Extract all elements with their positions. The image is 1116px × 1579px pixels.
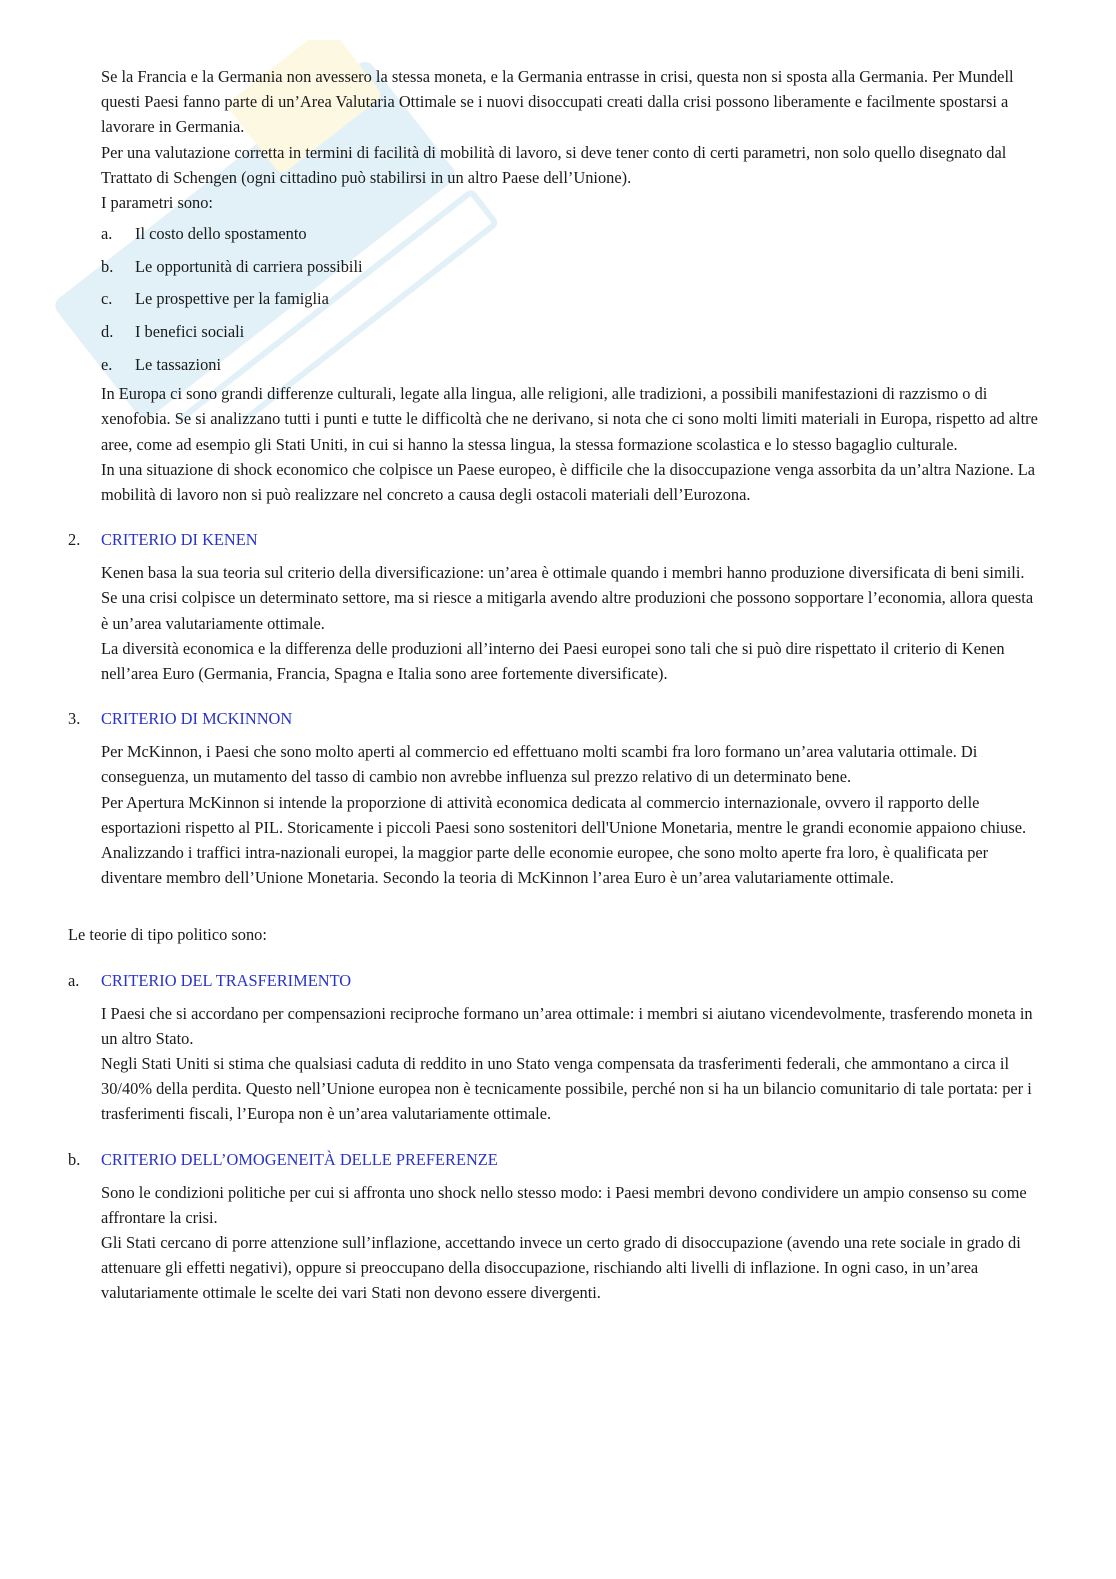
list-text: Le opportunità di carriera possibili — [135, 256, 363, 276]
list-marker: d. — [101, 322, 114, 341]
section-number: a. — [68, 970, 80, 990]
section-title: CRITERIO DI KENEN — [101, 530, 258, 550]
parameters-list — [0, 218, 1116, 381]
section-title: CRITERIO DEL TRASFERIMENTO — [101, 970, 352, 990]
document-content — [0, 64, 1116, 1306]
intro-paragraph-3: I parametri sono: — [101, 193, 213, 213]
body-paragraph: Per Apertura McKinnon si intende la proporzione di attività economica dedicata al commercio internazionale, ovvero il rapporto delle esportazioni rispetto al PIL. Storicamente i piccoli Paesi sono sostenitori dell'Unione Monetaria, mentre le grandi economie appaiono chiuse. Analizzando i traffici intra-nazionali europei, la maggior parte delle economie europee, che sono molto aperte fra loro, è qualificata per diventare membro dell’Unione Monetaria. Secondo la teoria di McKinnon l’area Euro è un’area valutariamente ottimale. — [101, 792, 1027, 888]
list-item — [0, 316, 1116, 349]
list-text: Le tassazioni — [135, 354, 222, 374]
body-paragraph: In Europa ci sono grandi differenze culturali, legate alla lingua, alle religioni, alle tradizioni, a possibili manifestazioni di razzismo o di xenofobia. Se si analizzano tutti i punti e tutte le difficoltà che ne derivano, si nota che ci sono molti limiti materiali in Europa, rispetto ad altre aree, come ad esempio gli Stati Uniti, in cui si hanno la stessa lingua, la stessa formazione scolastica e lo stesso bagaglio culturale. — [101, 384, 1038, 454]
body-paragraph: I Paesi che si accordano per compensazioni reciproche formano un’area ottimale: i membri si aiutano vicendevolmente, trasferendo moneta in un altro Stato. — [101, 1003, 1033, 1048]
list-text: Le prospettive per la famiglia — [135, 289, 329, 309]
list-text: I benefici sociali — [135, 322, 245, 341]
list-marker: b. — [101, 256, 114, 276]
body-paragraph: Sono le condizioni politiche per cui si affronta uno shock nello stesso modo: i Paesi membri devono condividere un ampio consenso su come affrontare la crisi. — [101, 1182, 1027, 1227]
list-marker: e. — [101, 354, 113, 374]
section-number: 2. — [68, 530, 81, 550]
body-paragraph: La diversità economica e la differenza delle produzioni all’interno dei Paesi europei sono tali che si può dire rispettato il criterio di Kenen nell’area Euro (Germania, Francia, Spagna e Italia sono aree fortemente diversificate). — [101, 638, 1005, 684]
list-item — [0, 251, 1116, 284]
list-text: Il costo dello spostamento — [135, 224, 307, 244]
section-heading-trasferimento — [0, 968, 1116, 993]
intro-paragraph-1: Se la Francia e la Germania non avessero la stessa moneta, e la Germania entrasse in crisi, questa non si sposta alla Germania. Per Mundell questi Paesi fanno parte di un’Area Valutaria Ottimale se i nuovi disoccupati creati dalla crisi possono liberamente e facilmente spostarsi a lavorare in Germania. — [101, 67, 1014, 137]
section-number: b. — [68, 1149, 81, 1169]
list-item — [0, 349, 1116, 382]
body-paragraph: In una situazione di shock economico che colpisce un Paese europeo, è difficile che la disoccupazione venga assorbita da un’altra Nazione. La mobilità di lavoro non si può realizzare nel concreto a causa degli ostacoli materiali dell’Eurozona. — [101, 459, 1036, 504]
body-paragraph: Kenen basa la sua teoria sul criterio della diversificazione: un’area è ottimale quando i membri hanno produzione diversificata di beni simili. Se una crisi colpisce un determinato settore, ma si riesce a mitigarla avendo altre produzioni che possono sopportare l’economia, allora questa è un’area valutariamente ottimale. — [101, 563, 1034, 633]
body-paragraph: Gli Stati cercano di porre attenzione sull’inflazione, accettando invece un certo grado di disoccupazione (avendo una rete sociale in grado di attenuare gli effetti negativi), oppure si preoccupano della disoccupazione, rischiando alti livelli di inflazione. In ogni caso, in un’area valutariamente ottimale le scelte dei vari Stati non devono essere divergenti. — [101, 1233, 1021, 1303]
section-heading-mckinnon — [0, 706, 1116, 731]
section-number: 3. — [68, 709, 81, 729]
list-marker: c. — [101, 289, 113, 309]
intro-paragraph-2: Per una valutazione corretta in termini di facilità di mobilità di lavoro, si deve tener conto di certi parametri, non solo quello disegnato dal Trattato di Schengen (ogni cittadino può stabilirsi in un altro Paese dell’Unione). — [101, 142, 1007, 187]
list-marker: a. — [101, 224, 113, 244]
section-title: CRITERIO DI MCKINNON — [101, 709, 293, 729]
section-heading-kenen — [0, 527, 1116, 552]
list-item — [0, 218, 1116, 251]
political-theories-intro: Le teorie di tipo politico sono: — [68, 925, 267, 945]
body-paragraph: Negli Stati Uniti si stima che qualsiasi caduta di reddito in uno Stato venga compensata da trasferimenti federali, che ammontano a circa il 30/40% della perdita. Questo nell’Unione europea non è tecnicamente possibile, perché non si ha un bilancio comunitario di tale portata: per i trasferimenti fiscali, l’Europa non è un’area valutariamente ottimale. — [101, 1054, 1032, 1124]
body-paragraph: Per McKinnon, i Paesi che sono molto aperti al commercio ed effettuano molti scambi fra loro formano un’area valutaria ottimale. Di conseguenza, un mutamento del tasso di cambio non avrebbe influenza sul prezzo relativo di un determinato bene. — [101, 742, 978, 787]
list-item — [0, 283, 1116, 316]
section-title: CRITERIO DELL’OMOGENEITÀ DELLE PREFERENZE — [101, 1149, 498, 1169]
section-heading-omogeneita — [0, 1147, 1116, 1172]
